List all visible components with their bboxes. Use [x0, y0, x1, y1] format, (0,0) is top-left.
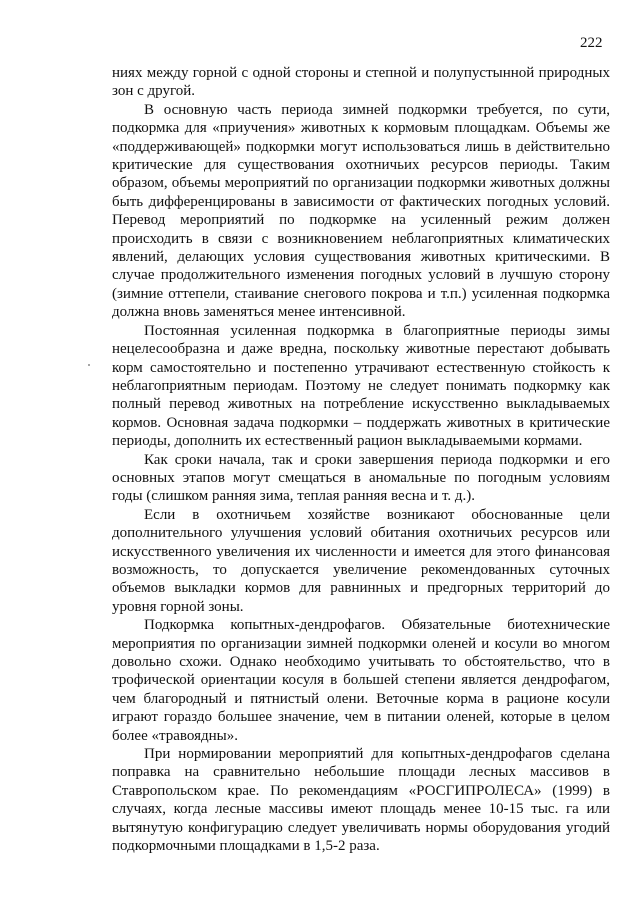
page-body [112, 64, 610, 855]
paragraph-additional-improvement: Если в охотничьем хозяйстве возникают обоснованные цели дополнительного улучшения условий обитания охотничьих ресурсов или искусственного увеличения их численности и имеется для этого финансовая возможность, то допускается увеличение рекомендованных суточных объемов выкладки кормов для равнинных и предгорных территорий до уровня горной зоны. [112, 506, 610, 615]
margin-speck [88, 364, 90, 366]
page-number: 222 [580, 35, 603, 51]
paragraph-feeding-volumes: В основную часть периода зимней подкормки требуется, по сути, подкормка для «приучения» животных к кормовым площадкам. Объемы же «поддерживающей» подкормки могут использоваться лишь в действительно критические для существования охотничьих ресурсов периоды. Таким образом, объемы мероприятий по организации подкормки животных должны быть дифференцированы в зависимости от фактических погодных условий. Перевод мероприятий по подкормке на усиленный режим должен происходить в связи с возникновением неблагоприятных климатических явлений, делающих условия существования животных критическими. В случае продолжительного изменения погодных условий в лучшую сторону (зимние оттепели, стаивание снегового покрова и т.п.) усиленная подкормка должна вновь заменяться менее интенсивной. [112, 101, 610, 321]
paragraph-norm-adjustment: При нормировании мероприятий для копытных-дендрофагов сделана поправка на сравнительно небольшие площади лесных массивов в Ставропольском крае. По рекомендациям «РОСГИПРОЛЕСА» (1999) в случаях, когда лесные массивы имеют площадь менее 10-15 тыс. га или вытянутую конфигурацию следует увеличивать нормы оборудования угодий подкормочными площадками в 1,5-2 раза. [112, 746, 610, 855]
paragraph-continuation: ниях между горной с одной стороны и степной и полупустынной природных зон с другой. [112, 65, 610, 100]
paragraph-constant-feeding: Постоянная усиленная подкормка в благоприятные периоды зимы нецелесообразна и даже вредна, поскольку животные перестают добывать корм самостоятельно и постепенно утрачивают естественную стойкость к неблагоприятным периодам. Поэтому не следует понимать подкормку как полный перевод животных на потребление искусственно выкладываемых кормов. Основная задача подкормки – поддержать животных в критические периоды, дополнить их естественный рацион выкладываемыми кормами. [112, 322, 610, 450]
paragraph-feeding-timing: Как сроки начала, так и сроки завершения периода подкормки и его основных этапов могут смещаться в аномальные по погодным условиям годы (слишком ранняя зима, теплая ранняя весна и т. д.). [112, 451, 610, 505]
paragraph-dendrophage-feeding: Подкормка копытных-дендрофагов. Обязательные биотехнические мероприятия по организации зимней подкормки оленей и косули во многом довольно схожи. Однако необходимо учитывать то обстоятельство, что в трофической ориентации косуля в большей степени является дендрофагом, чем благородный и пятнистый олени. Веточные корма в рационе косули играют гораздо большее значение, чем в питании оленей, которые в целом более «травоядны». [112, 617, 610, 744]
